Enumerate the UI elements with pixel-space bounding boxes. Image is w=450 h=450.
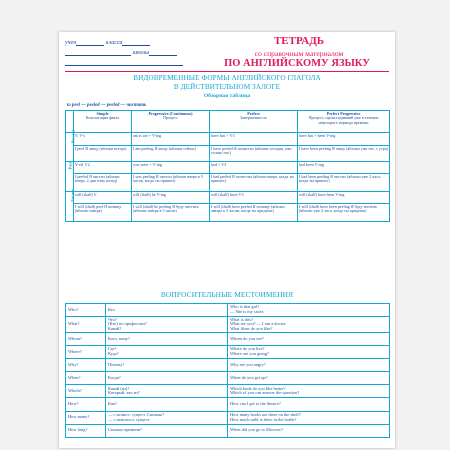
notebook-cover	[59, 32, 395, 448]
pronoun-word: Where?	[66, 346, 106, 359]
pronoun-translation	[106, 317, 228, 333]
pronoun-word: How many?	[66, 411, 106, 424]
pronoun-translation	[106, 372, 228, 385]
past-formula-row: Past V-ed, V2 was were + V-ing had + V3 had been V-ing	[66, 162, 390, 174]
example-line: What are you? — I am a doctor.	[230, 321, 287, 327]
pronoun-row	[66, 424, 390, 437]
translation-line: Какой (из)?	[108, 385, 130, 391]
tense-table	[65, 110, 390, 222]
pronoun-word: Which?	[66, 385, 106, 398]
translation-line: Который, кто из?	[108, 390, 140, 396]
example-line: — She is my sister.	[230, 309, 265, 315]
pronoun-example	[228, 317, 390, 333]
pronoun-translation	[106, 346, 228, 359]
translation-line: Почему?	[108, 361, 125, 367]
section1-title-1: ВИДОВРЕМЕННЫЕ ФОРМЫ АНГЛИЙСКОГО ГЛАГОЛА	[133, 74, 321, 82]
example-line: How many books are there on the shelf?	[230, 411, 301, 417]
pronoun-row	[66, 411, 390, 424]
translation-line: Какой?	[108, 325, 122, 331]
pronoun-translation	[106, 304, 228, 317]
pronoun-translation	[106, 332, 228, 345]
pronoun-translation	[106, 385, 228, 398]
pronoun-row	[66, 398, 390, 411]
name-line	[65, 60, 183, 66]
pronoun-word: Who?	[66, 304, 106, 317]
translation-line: Где?	[108, 346, 117, 352]
header-perfect: Perfect Завершенность	[210, 111, 298, 133]
pronouns-body	[66, 304, 390, 438]
future-formula-row: Future will (shall) V will (shall) be V-ing will (shall) have V3 will (shall) have been V-ing	[66, 192, 390, 204]
pronoun-example	[228, 372, 390, 385]
translation-line: — с исчисл. сущест. Сколько?	[108, 411, 165, 417]
student-line: учен класса	[65, 40, 150, 46]
section1-subtitle: Обзорная таблица	[203, 93, 251, 99]
title-notebook: ТЕТРАДЬ	[273, 35, 325, 47]
past-example-row: I peeled Я чистил (яблоки вчера, 2 дня тому назад) I was peeling Я чистил (яблоки вчера в 5 часов, когда ты пришел) I had peeled Я почистил (яблоки вчера, когда ты пришел) I had been peeling Я чистил (яблоки уже 2 часа, когда ты пришел)	[66, 174, 390, 192]
pronoun-word: When?	[66, 372, 106, 385]
pronoun-translation	[106, 411, 228, 424]
tense-header-row	[66, 111, 390, 133]
example-line: Who is that girl?	[230, 304, 260, 310]
pronoun-example	[228, 385, 390, 398]
pronoun-word: How?	[66, 398, 106, 411]
pronoun-example	[228, 424, 390, 437]
pronoun-word: Whom?	[66, 332, 106, 345]
example-line: When did you go to Moscow?	[230, 427, 284, 433]
example-line: How can I get to the theatre?	[230, 401, 281, 407]
pronoun-row	[66, 304, 390, 317]
header-perfect-progressive: Perfect Progressive Процесс, происходивший уже в течение некоторого периода времени	[298, 111, 390, 133]
pronoun-row	[66, 346, 390, 359]
example-line: Which book do you like better?	[230, 385, 286, 391]
pronoun-row	[66, 317, 390, 333]
example-line: What is this?	[230, 316, 253, 322]
pronoun-translation	[106, 398, 228, 411]
section2-title: ВОПРОСИТЕЛЬНЫЕ МЕСТОИМЕНИЯ	[160, 290, 294, 299]
side-future: Future	[66, 192, 74, 222]
example-line: What films do you like?	[230, 325, 273, 331]
pronoun-example	[228, 346, 390, 359]
example-line: Where do you live?	[230, 346, 265, 352]
pronoun-example	[228, 359, 390, 372]
pronoun-example	[228, 332, 390, 345]
example-line: Which of you can answer the question?	[230, 390, 300, 396]
pronoun-row	[66, 359, 390, 372]
present-example-row: I peel Я чищу (яблоки всегда) I am peeling Я чищу (яблоки сейчас) I have peeled Я почистил (яблоки сегодня, уже, только что) I have been peeling Я чищу (яблоки уже час, с утра)	[66, 146, 390, 162]
pronoun-word: How long?	[66, 424, 106, 437]
translation-line: (Кто) по профессии?	[108, 321, 147, 327]
example-line: When do you get up?	[230, 374, 268, 380]
pronoun-translation	[106, 424, 228, 437]
translation-line: Когда?	[108, 374, 121, 380]
translation-line: Что?	[108, 316, 117, 322]
header-divider	[65, 71, 389, 72]
side-past: Past	[66, 162, 74, 192]
header-simple: Simple Констатация факта	[74, 111, 132, 133]
verb-forms-line: to peel — peeled — peeled — чистить	[67, 103, 147, 108]
example-line: Why are you angry?	[230, 361, 266, 367]
pronoun-word: What?	[66, 317, 106, 333]
section1-title-2: В ДЕЙСТВИТЕЛЬНОМ ЗАЛОГЕ	[173, 83, 281, 91]
title-english: ПО АНГЛИЙСКОМУ ЯЗЫКУ	[224, 58, 370, 69]
pronoun-row	[66, 332, 390, 345]
pronoun-row	[66, 385, 390, 398]
header-progressive: Progressive (Continuous) Процесс	[132, 111, 210, 133]
translation-line: — с неисчисл. сущест.	[108, 416, 151, 422]
pronouns-table	[65, 303, 390, 438]
example-line: Whom do you see?	[230, 335, 264, 341]
translation-line: Сколько времени?	[108, 427, 142, 433]
pronoun-example	[228, 411, 390, 424]
translation-line: Куда?	[108, 351, 119, 357]
title-subtitle: со справочным материалом	[254, 49, 344, 58]
example-line: Where are you going?	[230, 351, 269, 357]
present-formula-row: Present V, V-s am is are + V-ing have has + V3 have has + been V-ing	[66, 133, 390, 146]
example-line: How much milk is there in the bottle?	[230, 416, 297, 422]
future-example-row: I will (shall) peel Я почищу (яблоки завтра) I will (shall) be peeling Я буду чистить (яблоки завтра в 5 часов) I will (shall) have peeled Я почищу (яблоки завтра к 5 часам, когда ты придешь) I will (shall) have been peeling Я буду чистить (яблоки уже 2 часа, когда ты придешь)	[66, 204, 390, 222]
pronoun-row	[66, 372, 390, 385]
translation-line: Кто	[108, 306, 115, 312]
pronoun-example	[228, 398, 390, 411]
side-present: Present	[66, 133, 74, 162]
translation-line: Кого, кому?	[108, 335, 130, 341]
pronoun-word: Why?	[66, 359, 106, 372]
pronoun-example	[228, 304, 390, 317]
pronoun-translation	[106, 359, 228, 372]
translation-line: Как?	[108, 401, 117, 407]
school-line: школы	[65, 50, 177, 56]
